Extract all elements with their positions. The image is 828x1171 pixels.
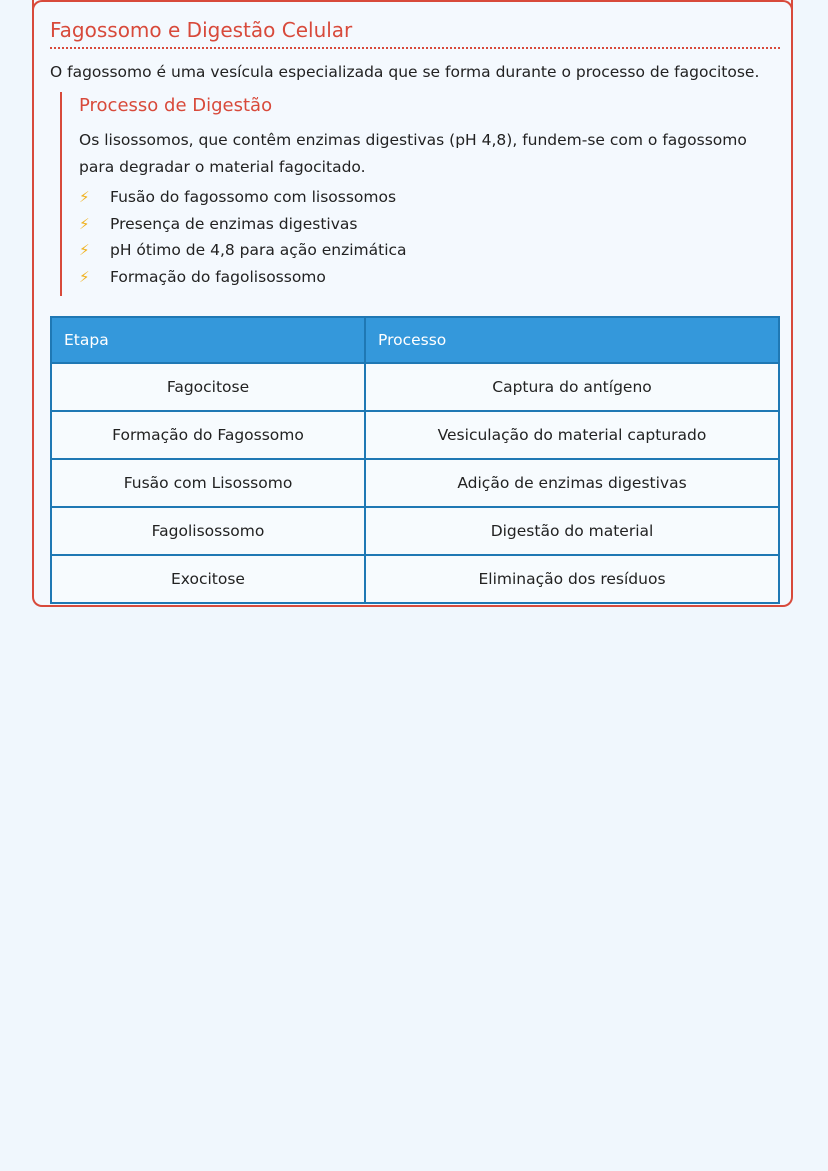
- table-row: [51, 555, 779, 603]
- table-row: [51, 507, 779, 555]
- table-row: [51, 459, 779, 507]
- list-item: [79, 184, 407, 211]
- stages-table: [50, 316, 780, 604]
- intro-text: O fagossomo é uma vesícula especializada que se forma durante o processo de fagocitose.: [50, 63, 760, 81]
- list-item-text: Fusão do fagossomo com lisossomos: [110, 188, 397, 207]
- table-row: [51, 411, 779, 459]
- list-item-text: pH ótimo de 4,8 para ação enzimática: [110, 241, 407, 260]
- subsection-title: Processo de Digestão: [79, 95, 273, 116]
- digestion-subsection: [60, 92, 780, 296]
- table-header-row: [51, 317, 779, 363]
- process-cell: Captura do antígeno: [365, 363, 779, 411]
- header-etapa: Etapa: [51, 317, 365, 363]
- lightning-icon: ⚡: [79, 214, 90, 233]
- lightning-icon: ⚡: [79, 241, 90, 260]
- list-item: [79, 264, 407, 291]
- bullet-list: [79, 184, 407, 290]
- subsection-paragraph: Os lisossomos, que contêm enzimas digestivas (pH 4,8), fundem-se com o fagossomo para degradar o material fagocitado.: [79, 131, 747, 176]
- process-cell: Eliminação dos resíduos: [365, 555, 779, 603]
- list-item-text: Presença de enzimas digestivas: [110, 214, 358, 233]
- stage-cell: Fagocitose: [51, 363, 365, 411]
- lightning-icon: ⚡: [79, 188, 90, 207]
- table-row: [51, 363, 779, 411]
- section-title: Fagossomo e Digestão Celular: [50, 18, 780, 49]
- process-cell: Vesiculação do material capturado: [365, 411, 779, 459]
- content-card: [32, 0, 793, 607]
- list-item-text: Formação do fagolisossomo: [110, 267, 326, 286]
- header-processo: Processo: [365, 317, 779, 363]
- process-cell: Adição de enzimas digestivas: [365, 459, 779, 507]
- stage-cell: Fagolisossomo: [51, 507, 365, 555]
- list-item: [79, 211, 407, 238]
- list-item: [79, 237, 407, 264]
- stage-cell: Fusão com Lisossomo: [51, 459, 365, 507]
- lightning-icon: ⚡: [79, 267, 90, 286]
- stage-cell: Formação do Fagossomo: [51, 411, 365, 459]
- stage-cell: Exocitose: [51, 555, 365, 603]
- process-cell: Digestão do material: [365, 507, 779, 555]
